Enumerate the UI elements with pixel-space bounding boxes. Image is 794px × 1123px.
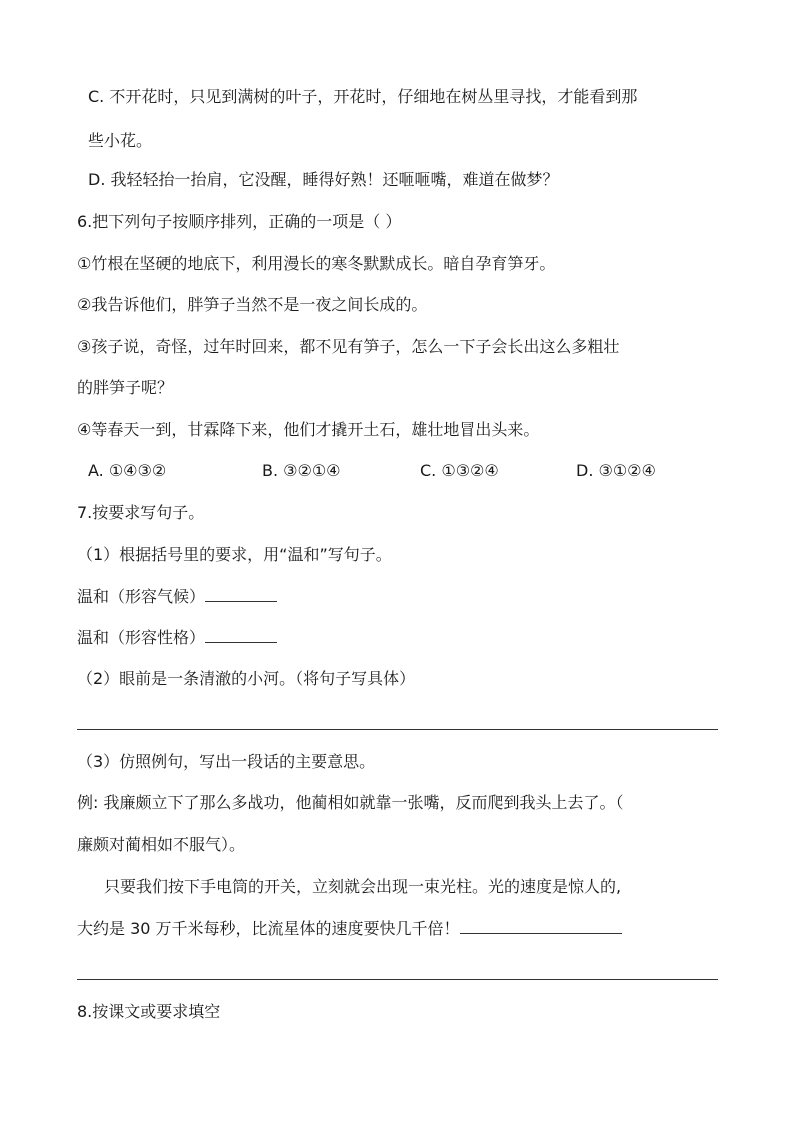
q6-sentence-3-line1: ③孩子说，奇怪，过年时回来，都不见有笋子，怎么一下子会长出这么多粗壮 [77,337,620,356]
q5-option-c-line2: 些小花。 [88,131,153,150]
q7-part2: （2）眼前是一条清澈的小河。（将句子写具体） [77,669,416,688]
q6-option-b[interactable]: B. ③②①④ [262,461,341,480]
q6-option-a[interactable]: A. ①④③② [88,461,167,480]
q7-part1-climate-blank[interactable] [205,587,277,602]
q6-option-d[interactable]: D. ③①②④ [576,461,656,480]
q7-part1-temper [77,627,277,649]
q7-part3-blank[interactable] [460,919,622,934]
q6-sentence-4: ④等春天一到，甘霖降下来，他们才撬开土石，雄壮地冒出头来。 [77,420,540,439]
q7-example-line1: 例: 我廉颇立下了那么多战功，他蔺相如就靠一张嘴，反而爬到我头上去了。（ [77,793,624,812]
q7-part1-temper-label: 温和（形容性格） [77,628,206,647]
q6-sentence-3-line2: 的胖笋子呢？ [77,378,174,397]
q7-part3-answer-line[interactable] [77,979,718,980]
q6-option-c[interactable]: C. ①③②④ [420,461,499,480]
q7-example-line2: 廉颇对蔺相如不服气）。 [77,835,246,854]
q7-part1: （1）根据括号里的要求，用“温和”写句子。 [77,545,392,564]
q7-part1-climate [77,586,277,608]
q7-stem: 7.按要求写句子。 [77,503,205,522]
q7-passage-line2-text: 大约是 30 万千米每秒，比流星体的速度要快几千倍！ [77,919,460,938]
q6-options [0,460,794,482]
q6-stem: 6.把下列句子按顺序排列，正确的一项是（ ） [77,212,402,231]
q8-stem: 8.按课文或要求填空 [77,1002,221,1021]
q7-part2-answer-line[interactable] [77,729,718,730]
q7-part1-temper-blank[interactable] [205,628,277,643]
q6-sentence-2: ②我告诉他们，胖笋子当然不是一夜之间长成的。 [77,295,428,314]
q7-part3: （3）仿照例句，写出一段话的主要意思。 [77,752,376,771]
q5-option-c-line1: C. 不开花时，只见到满树的叶子，开花时，仔细地在树丛里寻找，才能看到那 [88,87,638,106]
q7-passage-line2 [77,918,622,940]
q7-part1-climate-label: 温和（形容气候） [77,587,206,606]
q7-passage-line1: 只要我们按下手电筒的开关，立刻就会出现一束光柱。光的速度是惊人的, [104,877,622,896]
q6-sentence-1: ①竹根在坚硬的地底下，利用漫长的寒冬默默成长。暗自孕育笋牙。 [77,254,556,273]
q5-option-d: D. 我轻轻抬一抬肩，它没醒，睡得好熟！还咂咂嘴，难道在做梦？ [88,170,559,189]
